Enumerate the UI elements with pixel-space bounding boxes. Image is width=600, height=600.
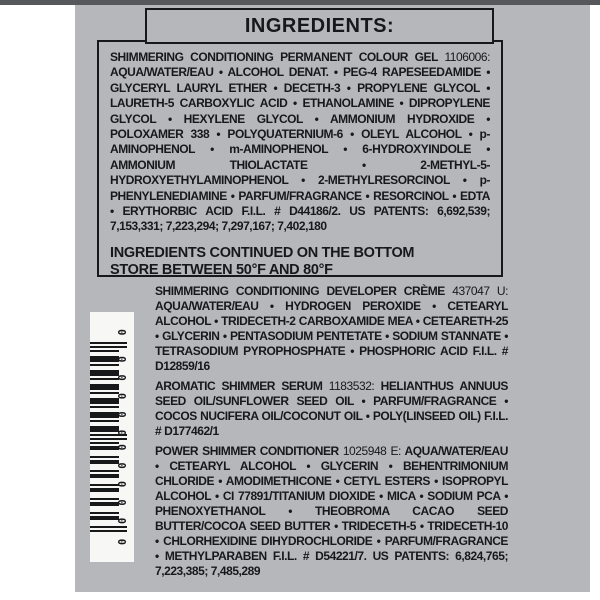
colour-gel-section-box — [97, 40, 503, 277]
continued-notice: INGREDIENTS CONTINUED ON THE BOTTOM — [110, 244, 415, 261]
power-shimmer-conditioner-ingredients — [155, 444, 508, 579]
developer-creme-ingredients — [155, 284, 508, 374]
section-name: SHIMMERING CONDITIONING DEVELOPER CRÈME — [155, 284, 445, 298]
storage-notice: STORE BETWEEN 50°F AND 80°F — [110, 261, 333, 278]
barcode-digits-right: 0 0 0 0 0 — [117, 356, 129, 436]
barcode-digit-first: 0 — [117, 538, 129, 545]
section-name: POWER SHIMMER CONDITIONER — [155, 444, 339, 458]
section-body: AQUA/WATER/EAU • CETEARYL ALCOHOL • GLYCERIN • BEHENTRIMONIUM CHLORIDE • AMODIMETHICONE • CETYL ESTERS • ISOPROPYL ALCOHOL • CI 77891/TITANIUM DIOXIDE • MICA • SODIUM PCA • PHENOXYETHANOL • THEOBROMA CACAO SEED BUTTER/COCOA SEED BUTTER • TRIDECETH-5 • TRIDECETH-10 • CHLORHEXIDINE DIHYDROCHLORIDE • PARFUM/FRAGRANCE • METHYLPARABEN F.I.L. # D54221/7. US PATENTS: 6,824,765; 7,223,385; 7,485,289 — [155, 444, 508, 578]
section-code: 1025948 E: — [342, 444, 401, 458]
barcode-digit-last: 0 — [117, 329, 129, 336]
section-code: 1183532: — [328, 379, 375, 393]
barcode-rotated — [90, 329, 134, 545]
colour-gel-ingredients — [110, 50, 490, 235]
section-code: 437047 U: — [452, 284, 509, 298]
section-code: 1106006: — [444, 50, 490, 64]
section-body: AQUA/WATER/EAU • ALCOHOL DENAT. • PEG-4 RAPESEEDAMIDE • GLYCERYL LAURYL ETHER • DECETH-3 • PROPYLENE GLYCOL • LAURETH-5 CARBOXYLIC ACID • ETHANOLAMINE • DIPROPYLENE GLYCOL • HEXYLENE GLYCOL • AMMONIUM HYDROXIDE • POLOXAMER 338 • POLYQUATERNIUM-6 • OLEYL ALCOHOL • p-AMINOPHENOL • m-AMINOPHENOL • 6-HYDROXYINDOLE • AMMONIUM THIOLACTATE • 2-METHYL-5-HYDROXYETHYLAMINOPHENOL • 2-METHYLRESORCINOL • p-PHENYLENEDIAMINE • PARFUM/FRAGRANCE • RESORCINOL • EDTA • ERYTHORBIC ACID F.I.L. # D44186/2. US PATENTS: 6,692,539; 7,153,331; 7,223,294; 7,297,167; 7,402,180 — [110, 65, 490, 234]
ingredients-header-box — [145, 8, 494, 44]
bottom-ingredients-column — [155, 284, 508, 584]
shimmer-serum-ingredients — [155, 379, 508, 439]
section-body: HELIANTHUS ANNUUS SEED OIL/SUNFLOWER SEED OIL • PARFUM/FRAGRANCE • COCOS NUCIFERA OIL/COCONUT OIL • POLY(LINSEED OIL) F.I.L. # D177462/1 — [155, 379, 508, 438]
section-body: AQUA/WATER/EAU • HYDROGEN PEROXIDE • CETEARYL ALCOHOL • TRIDECETH-2 CARBOXAMIDE MEA • CETEARETH-25 • GLYCERIN • PENTASODIUM PENTETATE • SODIUM STANNATE • TETRASODIUM PYROPHOSPHATE • PHOSPHORIC ACID F.I.L. # D12859/16 — [155, 299, 508, 373]
ingredients-panel — [75, 5, 590, 592]
barcode — [90, 312, 134, 562]
section-name: AROMATIC SHIMMER SERUM — [155, 379, 323, 393]
ingredients-title: INGREDIENTS: — [244, 14, 395, 37]
section-name: SHIMMERING CONDITIONING PERMANENT COLOUR GEL — [110, 50, 438, 64]
barcode-digits-left: 0 0 0 0 0 — [117, 444, 129, 524]
